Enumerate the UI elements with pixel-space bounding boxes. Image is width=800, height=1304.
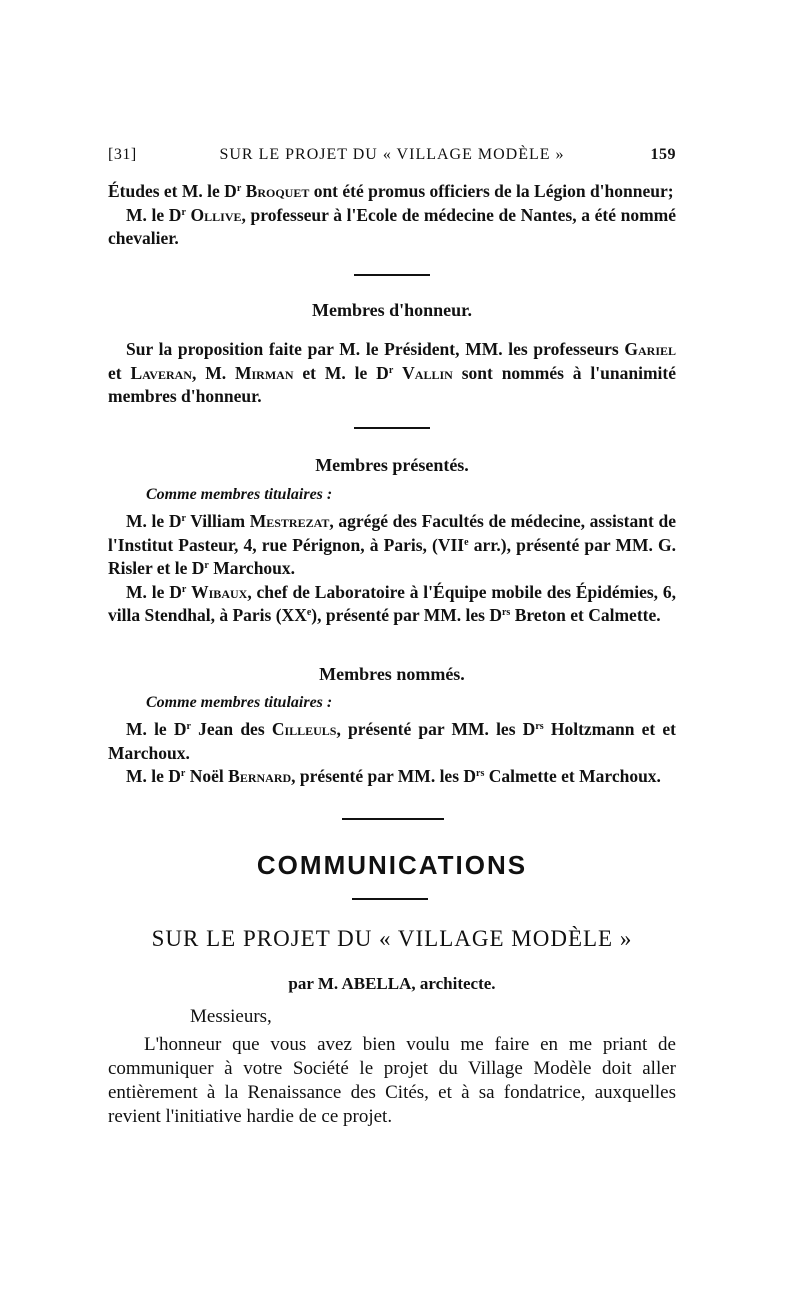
nommes-section — [108, 692, 676, 789]
separator-rule — [342, 818, 444, 820]
subheading-titulaires: Comme membres titulaires : — [146, 694, 333, 711]
header-title: SUR LE PROJET DU « VILLAGE MODÈLE » — [219, 146, 565, 163]
separator-rule — [354, 427, 430, 429]
paragraph-chevalier: M. le $D^r$ Ollive, professeur à l'Ecole de médecine de Nantes, a été nommé chevalier. — [108, 204, 676, 248]
paragraph-officers: Études et M. le $D^r$ Broquet ont été promus officiers de la Légion d'honneur; — [108, 181, 674, 201]
paragraph-honneur: Sur la proposition faite par M. le Président, MM. les professeurs Gariel et Laveran, M. Mirman et M. le $D^r$ Vallin sont nommés à l'unanimité membres d'honneur. — [108, 339, 676, 406]
honneur-section — [108, 338, 676, 409]
communications-heading: COMMUNICATIONS — [256, 850, 528, 880]
running-header — [108, 146, 676, 168]
article-body — [108, 1033, 676, 1129]
separator-rule — [354, 274, 430, 276]
entry-cilleuls: M. le $D^r$ Jean des Cilleuls, présenté par MM. les $D^{rs}$ Holtzmann et et Marchoux. — [108, 719, 676, 763]
subheading-titulaires: Comme membres titulaires : — [146, 486, 333, 503]
heading-membres-nommes: Membres nommés. — [319, 664, 465, 684]
entry-wibaux: M. le $D^r$ Wibaux, chef de Laboratoire à l'Équipe mobile des Épidémies, 6, villa Stendhal, à Paris (XXe), présenté par MM. les $D^{rs}$ Breton et Calmette. — [108, 581, 677, 625]
entry-mestrezat: M. le $D^r$ Villiam Mestrezat, agrégé des Facultés de médecine, assistant de l'Institut Pasteur, 4, rue Pérignon, à Paris, (VIIe arr.), présenté par MM. G. Risler et le $D^r$ Marchoux. — [108, 511, 676, 578]
presentes-section — [108, 484, 676, 628]
decorations-section — [108, 180, 676, 251]
heading-membres-presentes: Membres présentés. — [315, 455, 469, 475]
heading-membres-honneur: Membres d'honneur. — [311, 300, 473, 320]
article-byline: par M. ABELLA, architecte. — [288, 974, 496, 993]
article-paragraph: L'honneur que vous avez bien voulu me faire en me priant de communiquer à votre Société le projet du Village Modèle doit aller entièrement à la Renaissance des Cités, et à sa fondatrice, auxquelles revient l'initiative hardie de ce projet. — [108, 1034, 676, 1127]
entry-bernard: M. le $D^r$ Noël Bernard, présenté par MM. les $D^{rs}$ Calmette et Marchoux. — [126, 766, 661, 786]
page-number: 159 — [650, 146, 676, 163]
separator-rule — [352, 898, 428, 900]
article-title: SUR LE PROJET DU « VILLAGE MODÈLE » — [151, 926, 633, 951]
salutation: Messieurs, — [190, 1006, 272, 1027]
header-section-number: [31] — [108, 146, 137, 163]
